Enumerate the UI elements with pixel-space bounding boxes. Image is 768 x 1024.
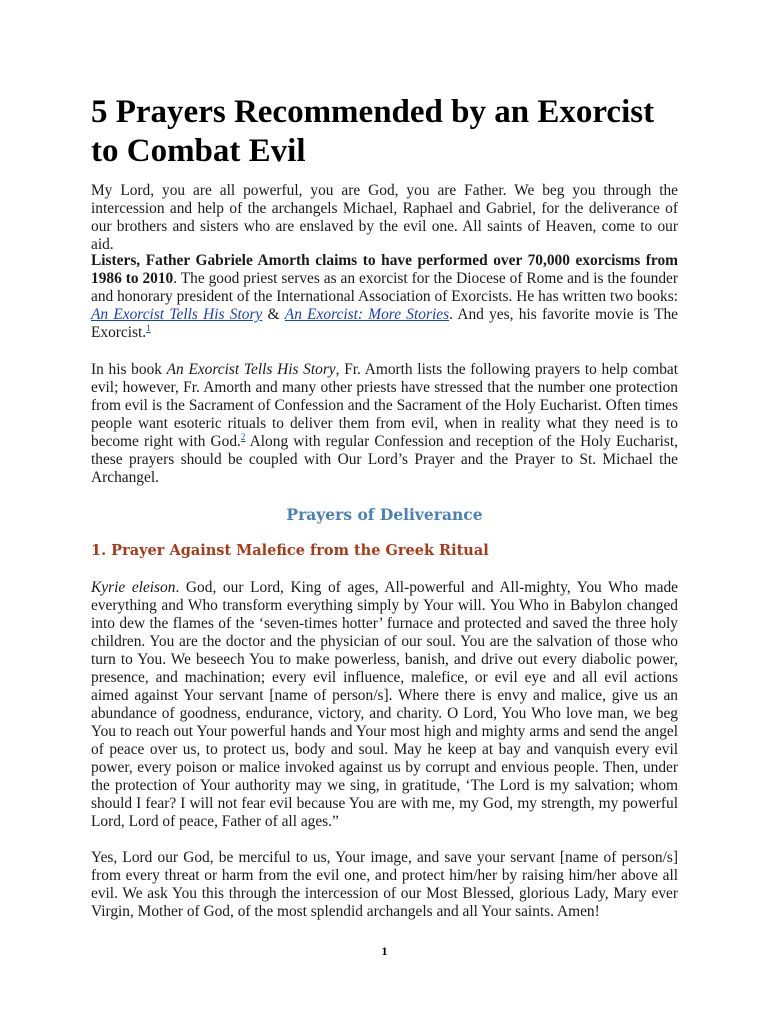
prayers-intro-text-2: Along with regular Confession and reception of the Holy Eucharist, these prayers should be coupled with Our Lord’s Prayer and the Prayer to St. Michael the Archangel. <box>91 433 679 486</box>
prayer-body: . God, our Lord, King of ages, All-powerful and All-mighty, You Who made everything and Who transform everything simply by Your will. You Who in Babylon changed into dew the flames of the ‘seven-times hotter’ furnace and protected and saved the three holy children. You are the doctor and the physician of our soul. You are the salvation of those who turn to You. We beseech You to make powerless, banish, and drive out every diabolic power, presence, and machination; every evil influence, malefice, or evil eye and all evil actions aimed against Your servant [name of person/s]. Where there is envy and malice, give us an abundance of goodness, endurance, victory, and charity. O Lord, You Who love man, we beg You to reach out Your powerful hands and Your most high and mighty arms and send the angel of peace over us, to protect us, body and soul. May he keep at bay and vanquish every evil power, every poison or malice invoked against us by corrupt and envious people. Then, under the protection of Your authority may we sing, in gratitude, ‘The Lord is my salvation; whom should I fear? I will not fear evil because You are with me, my God, my strength, my powerful Lord, Lord of peace, Father of all ages.” <box>91 579 678 830</box>
movie-text: . And yes, his favorite movie is The Exorcist. <box>91 306 678 341</box>
prayer-text <box>91 579 678 831</box>
prayers-intro-paragraph <box>91 361 678 487</box>
amorth-claim: Listers, Father Gabriele Amorth claims to have performed over 70,000 exorcisms from 1986 to 2010 <box>91 252 678 287</box>
ampersand-text: & <box>262 306 285 323</box>
footnote-ref-1[interactable]: 1 <box>146 322 151 333</box>
intro-paragraph: My Lord, you are all powerful, you are God, you are Father. We beg you through the intercession and help of the archangels Michael, Raphael and Gabriel, for the deliverance of our brothers and sisters who are enslaved by the evil one. All saints of Heaven, come to our aid. <box>91 182 678 253</box>
prayers-intro-text: , Fr. Amorth lists the following prayers to help combat evil; however, Fr. Amorth and many other priests have stressed that the number one protection from evil is the Sacrament of Confession and the Sacrament of the Holy Eucharist. Often times people want esoteric rituals to deliver them from evil, when in reality what they need is to become right with God. <box>91 361 679 450</box>
page-number: 1 <box>381 944 388 958</box>
kyrie-eleison: Kyrie eleison <box>91 579 176 596</box>
amorth-paragraph <box>91 252 678 342</box>
section-heading: Prayers of Deliverance <box>286 505 483 524</box>
book-link-more-stories[interactable]: An Exorcist: More Stories <box>284 306 450 323</box>
prayers-intro-lead: In his book <box>91 361 167 378</box>
amorth-text: . The good priest serves as an exorcist for the Diocese of Rome and is the founder and honorary president of the International Association of Exorcists. He has written two books: <box>91 270 678 305</box>
book-link-exorcist-tells-his-story[interactable]: An Exorcist Tells His Story <box>91 306 263 323</box>
book-title-italic: An Exorcist Tells His Story <box>166 361 336 378</box>
page-title: 5 Prayers Recommended by an Exorcist to Combat Evil <box>91 94 655 169</box>
footnote-ref-2[interactable]: 2 <box>240 431 246 442</box>
prayer-heading: 1. Prayer Against Malefice from the Greek Ritual <box>91 542 489 559</box>
prayer-continued: Yes, Lord our God, be merciful to us, Your image, and save your servant [name of person/s] from every threat or harm from the evil one, and protect him/her by raising him/her above all evil. We ask You this through the intercession of our Most Blessed, glorious Lady, Mary ever Virgin, Mother of God, of the most splendid archangels and all Your saints. Amen! <box>91 849 678 920</box>
